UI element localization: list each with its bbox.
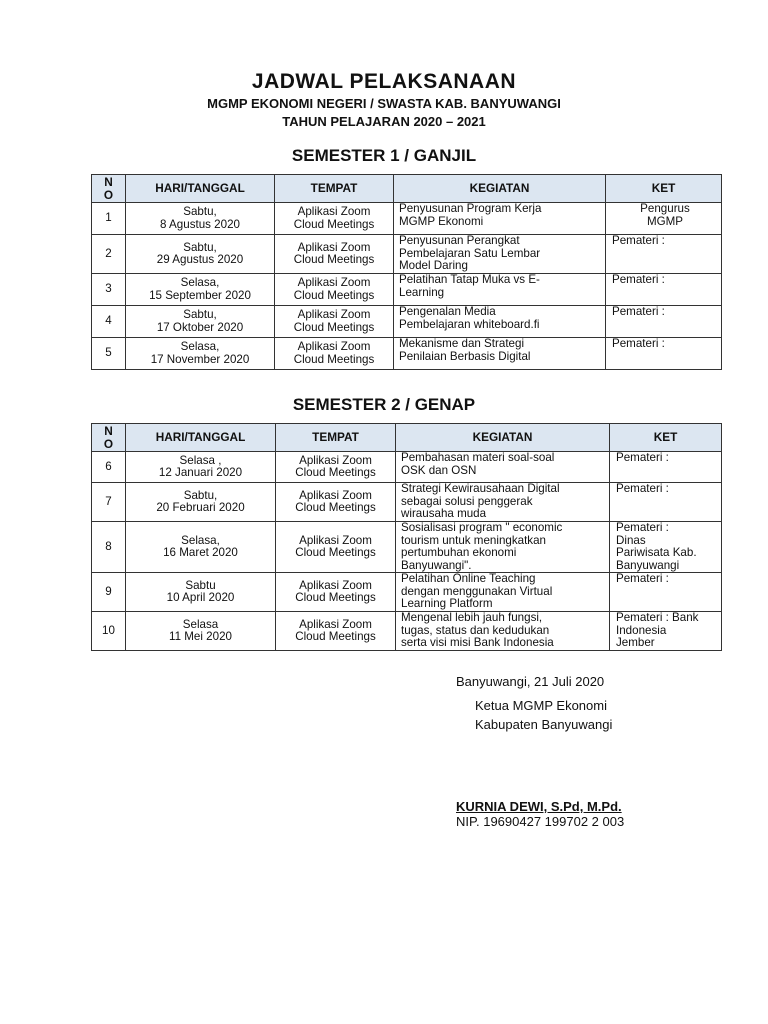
row-date: Sabtu 10 April 2020 (126, 573, 276, 612)
row-number: 7 (92, 483, 126, 522)
column-header-ket: KET (610, 424, 722, 452)
row-note: Pemateri : (610, 452, 722, 483)
column-header-kegiatan: KEGIATAN (394, 175, 606, 203)
column-header-no: N O (92, 424, 126, 452)
row-number: 10 (92, 612, 126, 651)
column-header-tempat: TEMPAT (276, 424, 396, 452)
table-header-row (92, 175, 722, 203)
row-activity: Pembahasan materi soal-soal OSK dan OSN (396, 452, 610, 483)
row-note: Pemateri : (610, 483, 722, 522)
semester-1-title: SEMESTER 1 / GANJIL (291, 146, 477, 165)
table-row (92, 483, 722, 522)
row-activity: Penyusunan Program Kerja MGMP Ekonomi (394, 203, 606, 235)
row-date: Selasa 11 Mei 2020 (126, 612, 276, 651)
row-date: Selasa, 17 November 2020 (126, 338, 275, 370)
row-place: Aplikasi Zoom Cloud Meetings (275, 203, 394, 235)
signatory-nip: NIP. 19690427 199702 2 003 (456, 814, 625, 829)
row-date: Sabtu, 20 Februari 2020 (126, 483, 276, 522)
signature-role-line-1: Ketua MGMP Ekonomi (475, 698, 607, 713)
table-row (92, 203, 722, 235)
signature-role-line-2: Kabupaten Banyuwangi (475, 717, 613, 732)
document-title: JADWAL PELAKSANAAN (251, 70, 517, 93)
table-row (92, 612, 722, 651)
document-subtitle-year: TAHUN PELAJARAN 2020 – 2021 (282, 114, 486, 129)
row-number: 1 (92, 203, 126, 235)
row-date: Sabtu, 8 Agustus 2020 (126, 203, 275, 235)
row-note: Pemateri : (610, 573, 722, 612)
column-header-tempat: TEMPAT (275, 175, 394, 203)
row-number: 5 (92, 338, 126, 370)
row-note: Pemateri : Dinas Pariwisata Kab. Banyuwangi (610, 522, 722, 573)
row-date: Sabtu, 29 Agustus 2020 (126, 235, 275, 274)
row-place: Aplikasi Zoom Cloud Meetings (275, 235, 394, 274)
row-number: 3 (92, 274, 126, 306)
column-header-hari-tanggal: HARI/TANGGAL (126, 175, 275, 203)
row-activity: Mekanisme dan Strategi Penilaian Berbasis Digital (394, 338, 606, 370)
table-row (92, 274, 722, 306)
row-activity: Pelatihan Online Teaching dengan menggunakan Virtual Learning Platform (396, 573, 610, 612)
row-activity: Strategi Kewirausahaan Digital sebagai solusi penggerak wirausaha muda (396, 483, 610, 522)
row-place: Aplikasi Zoom Cloud Meetings (275, 274, 394, 306)
row-date: Selasa, 16 Maret 2020 (126, 522, 276, 573)
row-date: Selasa, 15 September 2020 (126, 274, 275, 306)
column-header-kegiatan: KEGIATAN (396, 424, 610, 452)
row-number: 6 (92, 452, 126, 483)
column-header-no: N O (92, 175, 126, 203)
table-header-row (92, 424, 722, 452)
row-place: Aplikasi Zoom Cloud Meetings (276, 452, 396, 483)
row-date: Sabtu, 17 Oktober 2020 (126, 306, 275, 338)
row-place: Aplikasi Zoom Cloud Meetings (275, 306, 394, 338)
signature-place-date: Banyuwangi, 21 Juli 2020 (456, 674, 605, 689)
table-row (92, 573, 722, 612)
table-row (92, 306, 722, 338)
row-activity: Pengenalan Media Pembelajaran whiteboard.fi (394, 306, 606, 338)
table-row (92, 522, 722, 573)
row-note: Pemateri : (606, 338, 722, 370)
semester-2-title: SEMESTER 2 / GENAP (292, 395, 476, 414)
semester-2-schedule-table (91, 423, 722, 651)
row-number: 4 (92, 306, 126, 338)
row-place: Aplikasi Zoom Cloud Meetings (276, 573, 396, 612)
row-number: 9 (92, 573, 126, 612)
row-place: Aplikasi Zoom Cloud Meetings (275, 338, 394, 370)
row-number: 8 (92, 522, 126, 573)
row-activity: Pelatihan Tatap Muka vs E- Learning (394, 274, 606, 306)
row-number: 2 (92, 235, 126, 274)
column-header-ket: KET (606, 175, 722, 203)
signatory-name: KURNIA DEWI, S.Pd, M.Pd. (456, 799, 622, 814)
table-row (92, 452, 722, 483)
row-date: Selasa , 12 Januari 2020 (126, 452, 276, 483)
row-activity: Sosialisasi program " economic tourism untuk meningkatkan pertumbuhan ekonomi Banyuwangi". (396, 522, 610, 573)
row-place: Aplikasi Zoom Cloud Meetings (276, 483, 396, 522)
table-row (92, 235, 722, 274)
table-row (92, 338, 722, 370)
row-activity: Mengenal lebih jauh fungsi, tugas, status dan kedudukan serta visi misi Bank Indonesia (396, 612, 610, 651)
column-header-hari-tanggal: HARI/TANGGAL (126, 424, 276, 452)
row-place: Aplikasi Zoom Cloud Meetings (276, 522, 396, 573)
row-note: Pemateri : Bank Indonesia Jember (610, 612, 722, 651)
row-note: Pemateri : (606, 274, 722, 306)
row-note: Pemateri : (606, 235, 722, 274)
row-activity: Penyusunan Perangkat Pembelajaran Satu Lembar Model Daring (394, 235, 606, 274)
semester-1-schedule-table (91, 174, 722, 370)
row-place: Aplikasi Zoom Cloud Meetings (276, 612, 396, 651)
row-note: Pengurus MGMP (606, 203, 722, 235)
document-subtitle-organization: MGMP EKONOMI NEGERI / SWASTA KAB. BANYUWANGI (207, 96, 561, 111)
row-note: Pemateri : (606, 306, 722, 338)
